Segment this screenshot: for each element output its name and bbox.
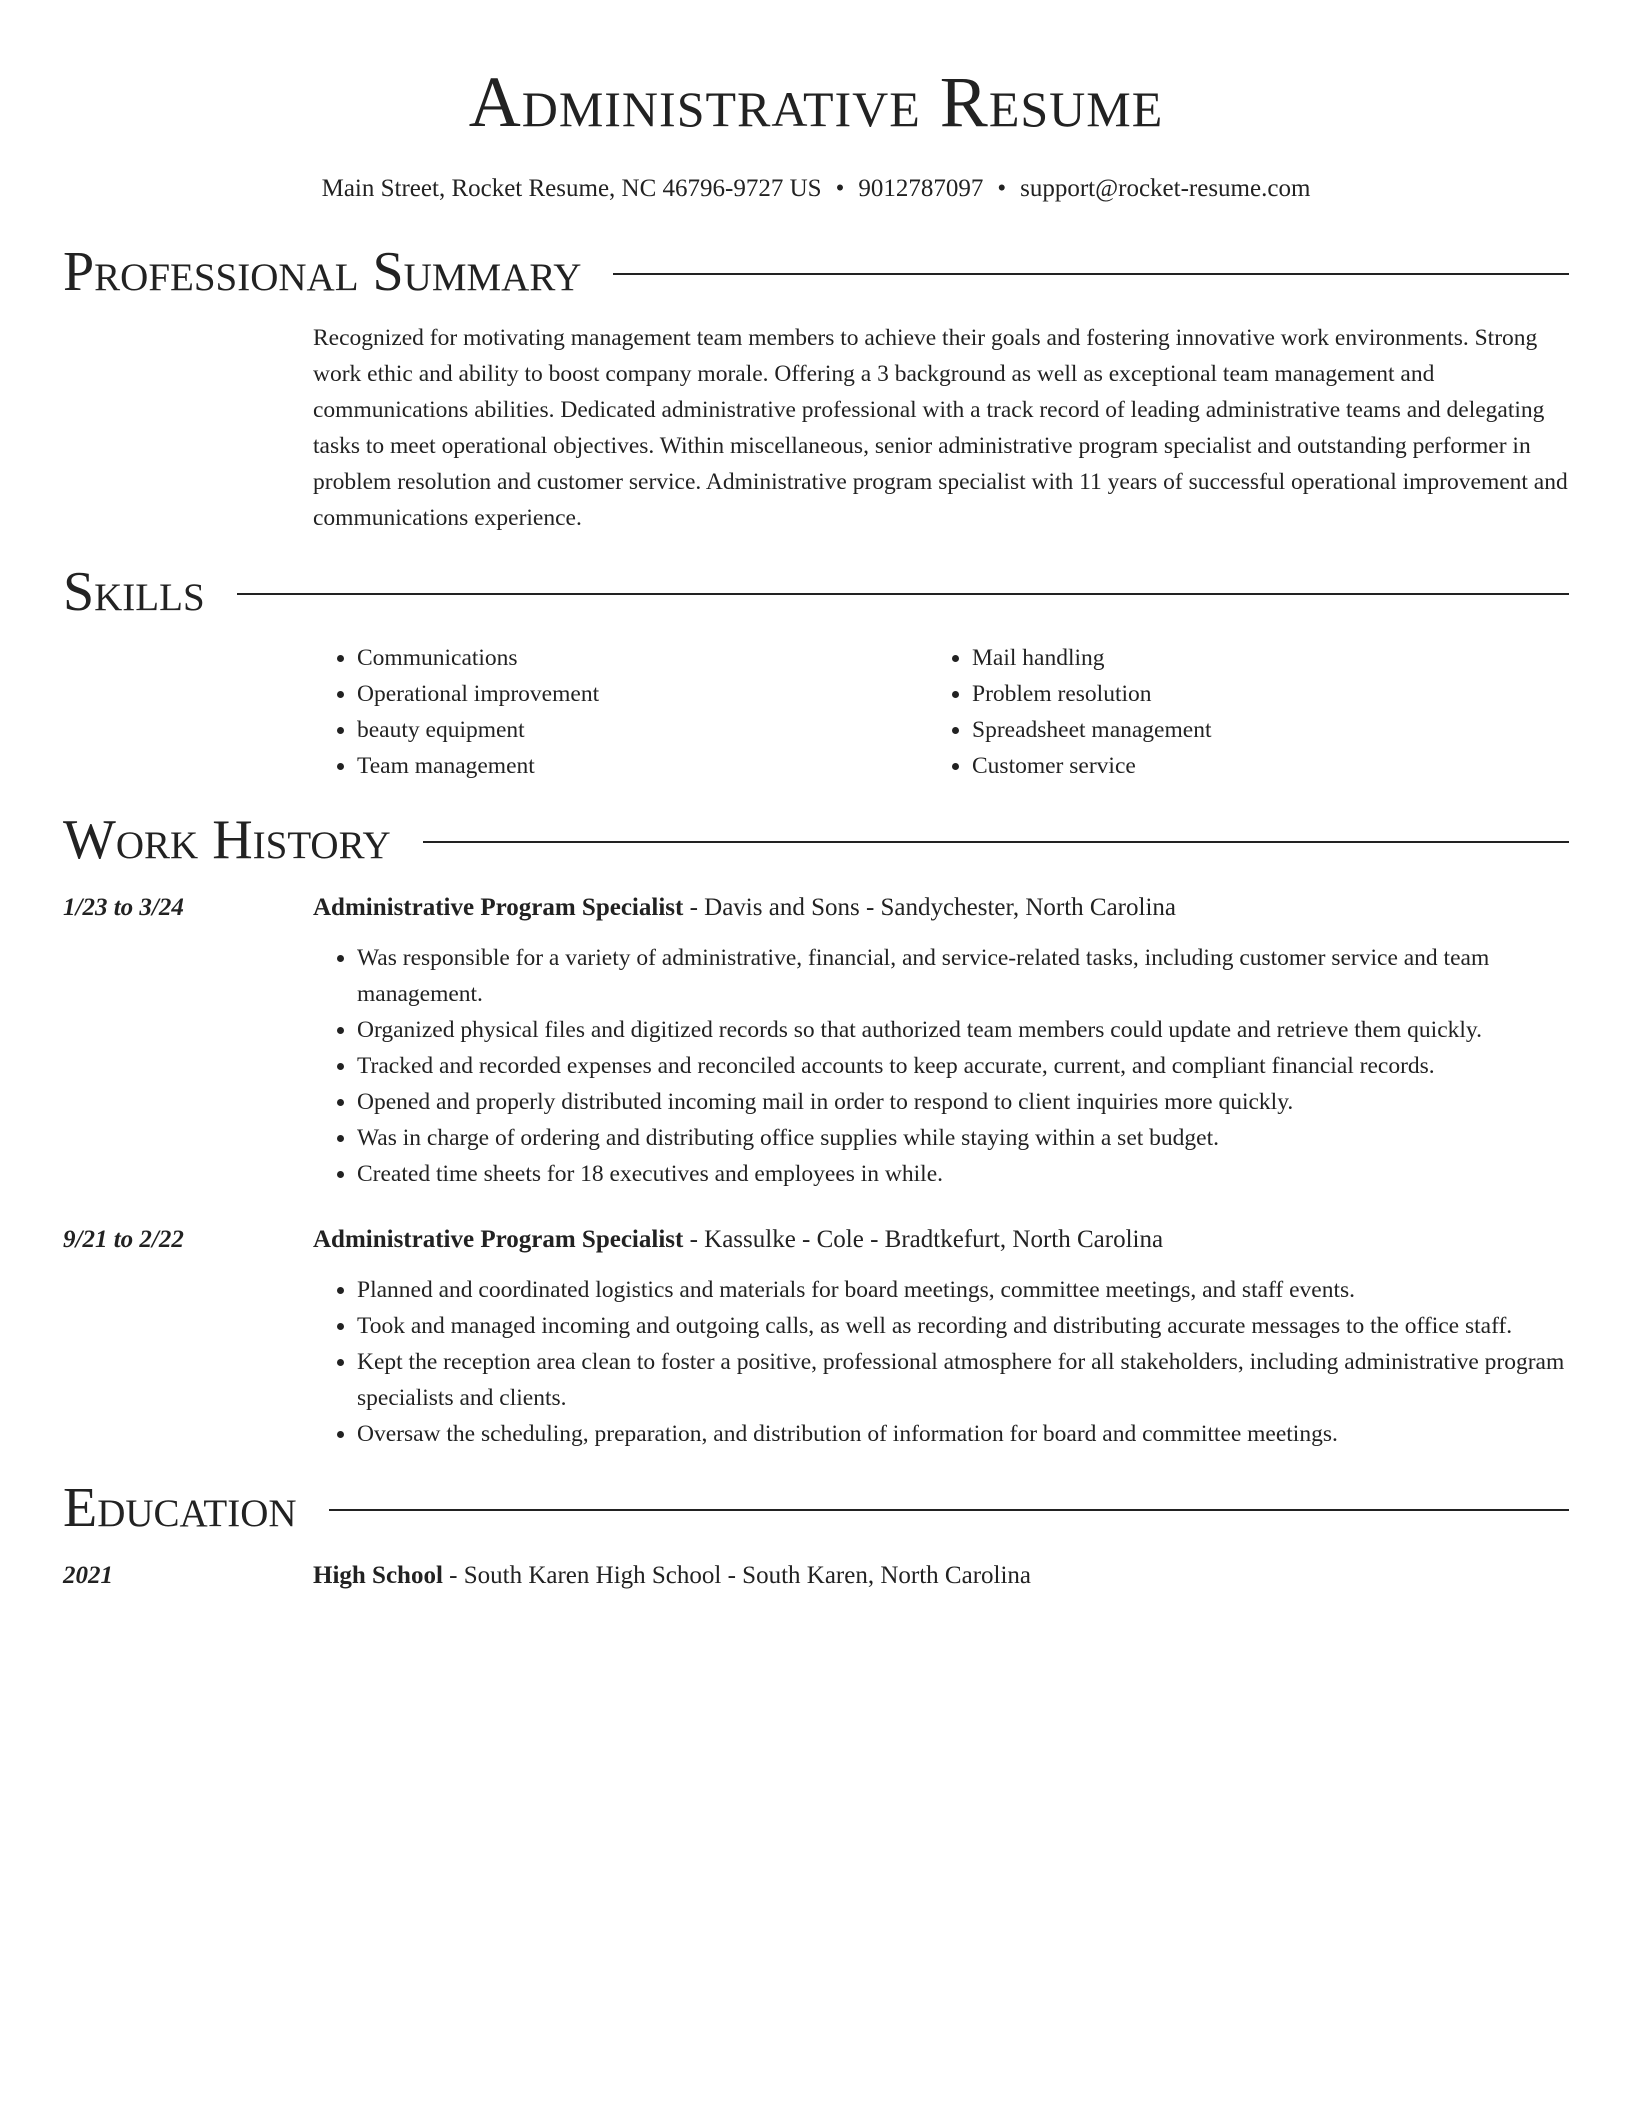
job-entry (63, 1222, 1569, 1452)
education-degree: High School (313, 1562, 443, 1589)
job-bullet: • Was in charge of ordering and distributing office supplies while staying within a set budget. (357, 1120, 1569, 1156)
skills-column-left (313, 640, 928, 784)
work-section-header (63, 809, 1569, 871)
skill-item: • Team management (357, 748, 928, 784)
skill-item: • beauty equipment (357, 712, 928, 748)
skill-item: • Communications (357, 640, 928, 676)
skills-list (313, 640, 1569, 784)
contact-separator: • (835, 175, 845, 202)
job-body (313, 890, 1569, 1192)
contact-phone: 9012787097 (858, 175, 984, 202)
job-bullet: • Kept the reception area clean to foster a positive, professional atmosphere for all stakeholders, including administrative program specialists and clients. (357, 1344, 1569, 1416)
skill-item: • Mail handling (972, 640, 1543, 676)
job-title-line (313, 890, 1569, 926)
skill-item: • Customer service (972, 748, 1543, 784)
job-bullet: • Was responsible for a variety of administrative, financial, and service-related tasks, including customer service and team management. (357, 940, 1569, 1012)
job-dates: 1/23 to 3/24 (63, 894, 184, 921)
skill-item: • Spreadsheet management (972, 712, 1543, 748)
job-bullets (313, 940, 1569, 1192)
contact-separator: • (997, 175, 1007, 202)
work-heading: Work History (63, 809, 391, 871)
skills-column-right (928, 640, 1543, 784)
job-body (313, 1222, 1569, 1452)
job-bullet: • Oversaw the scheduling, preparation, and distribution of information for board and committee meetings. (357, 1416, 1569, 1452)
summary-heading: Professional Summary (63, 241, 582, 303)
job-employer: - Kassulke - Cole - Bradtkefurt, North Carolina (683, 1226, 1164, 1253)
education-title-line (313, 1558, 1031, 1594)
job-title-line (313, 1222, 1569, 1258)
education-heading: Education (63, 1477, 297, 1539)
summary-section-header (63, 241, 1569, 303)
job-bullets (313, 1272, 1569, 1452)
contact-line (63, 174, 1569, 204)
job-entry (63, 890, 1569, 1192)
job-dates: 9/21 to 2/22 (63, 1226, 184, 1253)
section-divider (329, 1509, 1569, 1511)
job-title: Administrative Program Specialist (313, 1226, 684, 1253)
job-bullet: • Organized physical files and digitized records so that authorized team members could update and retrieve them quickly. (357, 1012, 1569, 1048)
education-section-header (63, 1477, 1569, 1539)
resume-title: Administrative Resume (468, 62, 1164, 142)
job-title: Administrative Program Specialist (313, 894, 684, 921)
skills-section-header (63, 561, 1569, 623)
job-bullet: • Took and managed incoming and outgoing calls, as well as recording and distributing accurate messages to the office staff. (357, 1308, 1569, 1344)
education-date: 2021 (63, 1562, 113, 1589)
education-entry (63, 1558, 1569, 1594)
summary-text: Recognized for motivating management team members to achieve their goals and fostering innovative work environments. Strong work ethic and ability to boost company morale. Offering a 3 background as well as exceptional team management and communications abilities. Dedicated administrative professional with a track record of leading administrative teams and delegating tasks to meet operational objectives. Within miscellaneous, senior administrative program specialist and outstanding performer in problem resolution and customer service. Administrative program specialist with 11 years of successful operational improvement and communications experience. (313, 325, 1568, 531)
section-divider (237, 593, 1569, 595)
contact-email: support@rocket-resume.com (1020, 175, 1311, 202)
section-divider (423, 841, 1569, 843)
job-bullet: • Opened and properly distributed incoming mail in order to respond to client inquiries more quickly. (357, 1084, 1569, 1120)
skills-heading: Skills (63, 561, 205, 623)
job-employer: - Davis and Sons - Sandychester, North Carolina (683, 894, 1176, 921)
education-school: - South Karen High School - South Karen, North Carolina (442, 1562, 1032, 1589)
job-bullet: • Created time sheets for 18 executives and employees in while. (357, 1156, 1569, 1192)
job-bullet: • Tracked and recorded expenses and reconciled accounts to keep accurate, current, and compliant financial records. (357, 1048, 1569, 1084)
contact-address: Main Street, Rocket Resume, NC 46796-9727 US (321, 175, 822, 202)
job-bullet: • Planned and coordinated logistics and materials for board meetings, committee meetings, and staff events. (357, 1272, 1569, 1308)
skill-item: • Operational improvement (357, 676, 928, 712)
section-divider (613, 273, 1569, 275)
skill-item: • Problem resolution (972, 676, 1543, 712)
